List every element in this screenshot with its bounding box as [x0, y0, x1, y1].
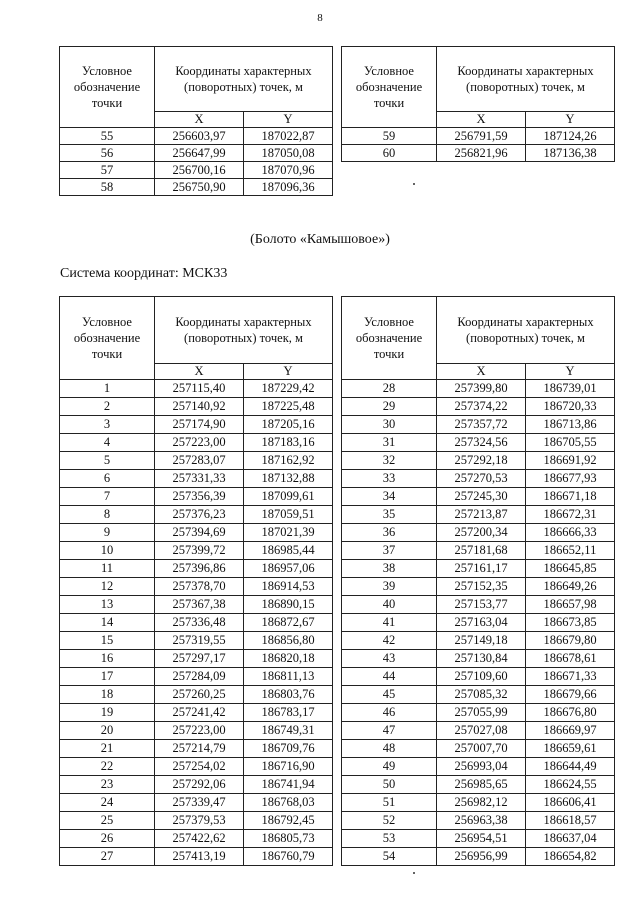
- x-coordinate-cell: 256647,99: [155, 145, 244, 162]
- point-number-cell: 17: [60, 668, 155, 686]
- y-coordinate-cell: 186805,73: [244, 830, 333, 848]
- x-coordinate-cell: 256954,51: [437, 830, 526, 848]
- point-number-cell: 12: [60, 578, 155, 596]
- x-coordinate-cell: 256603,97: [155, 128, 244, 145]
- x-coordinate-cell: 257163,04: [437, 614, 526, 632]
- header-point: Условное обозначение точки: [60, 47, 155, 128]
- table-row: [342, 686, 615, 704]
- y-coordinate-cell: 186914,53: [244, 578, 333, 596]
- coordinates-table-top-right: [341, 46, 615, 162]
- y-coordinate-cell: 187136,38: [526, 145, 615, 162]
- x-coordinate-cell: 257181,68: [437, 542, 526, 560]
- point-number-cell: 35: [342, 506, 437, 524]
- y-coordinate-cell: 186652,11: [526, 542, 615, 560]
- point-number-cell: 26: [60, 830, 155, 848]
- x-coordinate-cell: 257422,62: [155, 830, 244, 848]
- table-row: [342, 776, 615, 794]
- table-row: [342, 506, 615, 524]
- y-coordinate-cell: 186679,66: [526, 686, 615, 704]
- y-coordinate-cell: 186649,26: [526, 578, 615, 596]
- point-number-cell: 41: [342, 614, 437, 632]
- y-coordinate-cell: 187021,39: [244, 524, 333, 542]
- scan-speck: [413, 872, 415, 874]
- y-coordinate-cell: 186783,17: [244, 704, 333, 722]
- table-row: [342, 128, 615, 145]
- y-coordinate-cell: 186709,76: [244, 740, 333, 758]
- x-coordinate-cell: 257399,80: [437, 380, 526, 398]
- table-row: [60, 632, 333, 650]
- x-coordinate-cell: 257297,17: [155, 650, 244, 668]
- table-row: [342, 578, 615, 596]
- x-coordinate-cell: 257140,92: [155, 398, 244, 416]
- point-number-cell: 56: [60, 145, 155, 162]
- x-coordinate-cell: 257254,02: [155, 758, 244, 776]
- y-coordinate-cell: 187183,16: [244, 434, 333, 452]
- x-coordinate-cell: 257396,86: [155, 560, 244, 578]
- y-coordinate-cell: 187132,88: [244, 470, 333, 488]
- point-number-cell: 43: [342, 650, 437, 668]
- table-row: [342, 145, 615, 162]
- point-number-cell: 60: [342, 145, 437, 162]
- x-coordinate-cell: 257284,09: [155, 668, 244, 686]
- x-coordinate-cell: 256963,38: [437, 812, 526, 830]
- table-row: [60, 380, 333, 398]
- table-row: [342, 722, 615, 740]
- x-coordinate-cell: 257214,79: [155, 740, 244, 758]
- y-coordinate-cell: 186957,06: [244, 560, 333, 578]
- point-number-cell: 50: [342, 776, 437, 794]
- point-number-cell: 55: [60, 128, 155, 145]
- point-number-cell: 54: [342, 848, 437, 866]
- point-number-cell: 25: [60, 812, 155, 830]
- point-number-cell: 16: [60, 650, 155, 668]
- table-row: [60, 179, 333, 196]
- y-coordinate-cell: 186678,61: [526, 650, 615, 668]
- section-title: (Болото «Камышовое»): [250, 232, 390, 247]
- x-coordinate-cell: 257283,07: [155, 452, 244, 470]
- table-row: [60, 704, 333, 722]
- table-row: [342, 794, 615, 812]
- point-number-cell: 57: [60, 162, 155, 179]
- header-coords: Координаты характерных (поворотных) точек, м: [155, 47, 333, 112]
- header-coords: Координаты характерных (поворотных) точек, м: [437, 297, 615, 364]
- y-coordinate-cell: 186624,55: [526, 776, 615, 794]
- x-coordinate-cell: 256993,04: [437, 758, 526, 776]
- y-coordinate-cell: 186811,13: [244, 668, 333, 686]
- table-row: [60, 128, 333, 145]
- y-coordinate-cell: 186671,33: [526, 668, 615, 686]
- coordinates-table-top-left: [59, 46, 333, 196]
- x-coordinate-cell: 257376,23: [155, 506, 244, 524]
- header-y: Y: [244, 112, 333, 128]
- point-number-cell: 18: [60, 686, 155, 704]
- table-row: [342, 542, 615, 560]
- table-row: [342, 380, 615, 398]
- table-row: [342, 434, 615, 452]
- coordinates-table-bottom-right: [341, 296, 615, 866]
- x-coordinate-cell: 257270,53: [437, 470, 526, 488]
- point-number-cell: 5: [60, 452, 155, 470]
- y-coordinate-cell: 186691,92: [526, 452, 615, 470]
- table-row: [342, 614, 615, 632]
- y-coordinate-cell: 187229,42: [244, 380, 333, 398]
- x-coordinate-cell: 257085,32: [437, 686, 526, 704]
- y-coordinate-cell: 186659,61: [526, 740, 615, 758]
- y-coordinate-cell: 186890,15: [244, 596, 333, 614]
- table-row: [60, 452, 333, 470]
- y-coordinate-cell: 186768,03: [244, 794, 333, 812]
- y-coordinate-cell: 186720,33: [526, 398, 615, 416]
- y-coordinate-cell: 187124,26: [526, 128, 615, 145]
- table-row: [342, 830, 615, 848]
- x-coordinate-cell: 257399,72: [155, 542, 244, 560]
- point-number-cell: 4: [60, 434, 155, 452]
- y-coordinate-cell: 187022,87: [244, 128, 333, 145]
- x-coordinate-cell: 256982,12: [437, 794, 526, 812]
- table-row: [60, 488, 333, 506]
- y-coordinate-cell: 186705,55: [526, 434, 615, 452]
- table-row: [60, 506, 333, 524]
- x-coordinate-cell: 257324,56: [437, 434, 526, 452]
- point-number-cell: 32: [342, 452, 437, 470]
- y-coordinate-cell: 187205,16: [244, 416, 333, 434]
- table-row: [60, 614, 333, 632]
- table-row: [60, 686, 333, 704]
- x-coordinate-cell: 257149,18: [437, 632, 526, 650]
- x-coordinate-cell: 257260,25: [155, 686, 244, 704]
- point-number-cell: 21: [60, 740, 155, 758]
- point-number-cell: 28: [342, 380, 437, 398]
- x-coordinate-cell: 257356,39: [155, 488, 244, 506]
- page-number: 8: [317, 12, 323, 24]
- x-coordinate-cell: 257336,48: [155, 614, 244, 632]
- table-row: [342, 524, 615, 542]
- x-coordinate-cell: 257292,06: [155, 776, 244, 794]
- y-coordinate-cell: 186803,76: [244, 686, 333, 704]
- x-coordinate-cell: 257174,90: [155, 416, 244, 434]
- y-coordinate-cell: 186606,41: [526, 794, 615, 812]
- x-coordinate-cell: 257152,35: [437, 578, 526, 596]
- x-coordinate-cell: 256956,99: [437, 848, 526, 866]
- x-coordinate-cell: 257223,00: [155, 434, 244, 452]
- header-point: Условное обозначение точки: [342, 297, 437, 380]
- point-number-cell: 27: [60, 848, 155, 866]
- y-coordinate-cell: 186713,86: [526, 416, 615, 434]
- table-row: [342, 848, 615, 866]
- point-number-cell: 6: [60, 470, 155, 488]
- point-number-cell: 11: [60, 560, 155, 578]
- x-coordinate-cell: 257241,42: [155, 704, 244, 722]
- table-row: [60, 794, 333, 812]
- point-number-cell: 2: [60, 398, 155, 416]
- x-coordinate-cell: 257213,87: [437, 506, 526, 524]
- header-x: X: [155, 364, 244, 380]
- point-number-cell: 49: [342, 758, 437, 776]
- table-row: [60, 740, 333, 758]
- y-coordinate-cell: 186716,90: [244, 758, 333, 776]
- table-row: [342, 560, 615, 578]
- y-coordinate-cell: 186792,45: [244, 812, 333, 830]
- y-coordinate-cell: 186749,31: [244, 722, 333, 740]
- y-coordinate-cell: 186618,57: [526, 812, 615, 830]
- table-row: [342, 398, 615, 416]
- point-number-cell: 29: [342, 398, 437, 416]
- point-number-cell: 46: [342, 704, 437, 722]
- header-y: Y: [526, 112, 615, 128]
- table-row: [342, 488, 615, 506]
- x-coordinate-cell: 257319,55: [155, 632, 244, 650]
- point-number-cell: 22: [60, 758, 155, 776]
- y-coordinate-cell: 186679,80: [526, 632, 615, 650]
- table-row: [60, 830, 333, 848]
- header-coords: Координаты характерных (поворотных) точек, м: [155, 297, 333, 364]
- header-y: Y: [526, 364, 615, 380]
- header-y: Y: [244, 364, 333, 380]
- point-number-cell: 37: [342, 542, 437, 560]
- point-number-cell: 39: [342, 578, 437, 596]
- y-coordinate-cell: 187096,36: [244, 179, 333, 196]
- table-row: [60, 434, 333, 452]
- y-coordinate-cell: 186677,93: [526, 470, 615, 488]
- y-coordinate-cell: 186673,85: [526, 614, 615, 632]
- table-row: [342, 740, 615, 758]
- x-coordinate-cell: 257394,69: [155, 524, 244, 542]
- header-point: Условное обозначение точки: [342, 47, 437, 128]
- point-number-cell: 40: [342, 596, 437, 614]
- table-row: [60, 776, 333, 794]
- table-row: [342, 470, 615, 488]
- table-row: [60, 650, 333, 668]
- x-coordinate-cell: 257153,77: [437, 596, 526, 614]
- x-coordinate-cell: 257357,72: [437, 416, 526, 434]
- y-coordinate-cell: 186820,18: [244, 650, 333, 668]
- table-row: [342, 452, 615, 470]
- y-coordinate-cell: 186666,33: [526, 524, 615, 542]
- x-coordinate-cell: 257413,19: [155, 848, 244, 866]
- table-row: [342, 758, 615, 776]
- table-row: [342, 704, 615, 722]
- y-coordinate-cell: 186760,79: [244, 848, 333, 866]
- table-row: [60, 162, 333, 179]
- table-row: [342, 596, 615, 614]
- table-row: [342, 416, 615, 434]
- x-coordinate-cell: 257161,17: [437, 560, 526, 578]
- table-row: [60, 398, 333, 416]
- point-number-cell: 15: [60, 632, 155, 650]
- x-coordinate-cell: 256985,65: [437, 776, 526, 794]
- x-coordinate-cell: 257331,33: [155, 470, 244, 488]
- point-number-cell: 23: [60, 776, 155, 794]
- x-coordinate-cell: 256791,59: [437, 128, 526, 145]
- table-row: [60, 145, 333, 162]
- x-coordinate-cell: 257378,70: [155, 578, 244, 596]
- y-coordinate-cell: 186637,04: [526, 830, 615, 848]
- y-coordinate-cell: 187162,92: [244, 452, 333, 470]
- y-coordinate-cell: 186654,82: [526, 848, 615, 866]
- point-number-cell: 42: [342, 632, 437, 650]
- table-row: [60, 560, 333, 578]
- point-number-cell: 13: [60, 596, 155, 614]
- header-coords: Координаты характерных (поворотных) точек, м: [437, 47, 615, 112]
- point-number-cell: 9: [60, 524, 155, 542]
- y-coordinate-cell: 187050,08: [244, 145, 333, 162]
- point-number-cell: 53: [342, 830, 437, 848]
- table-row: [60, 524, 333, 542]
- point-number-cell: 36: [342, 524, 437, 542]
- point-number-cell: 33: [342, 470, 437, 488]
- point-number-cell: 51: [342, 794, 437, 812]
- x-coordinate-cell: 257200,34: [437, 524, 526, 542]
- y-coordinate-cell: 186671,18: [526, 488, 615, 506]
- table-row: [342, 668, 615, 686]
- table-row: [60, 470, 333, 488]
- table-row: [60, 722, 333, 740]
- y-coordinate-cell: 187225,48: [244, 398, 333, 416]
- y-coordinate-cell: 186741,94: [244, 776, 333, 794]
- point-number-cell: 31: [342, 434, 437, 452]
- point-number-cell: 47: [342, 722, 437, 740]
- table-row: [60, 668, 333, 686]
- x-coordinate-cell: 257339,47: [155, 794, 244, 812]
- point-number-cell: 10: [60, 542, 155, 560]
- point-number-cell: 1: [60, 380, 155, 398]
- x-coordinate-cell: 257292,18: [437, 452, 526, 470]
- x-coordinate-cell: 257007,70: [437, 740, 526, 758]
- table-row: [60, 596, 333, 614]
- point-number-cell: 34: [342, 488, 437, 506]
- point-number-cell: 14: [60, 614, 155, 632]
- point-number-cell: 45: [342, 686, 437, 704]
- point-number-cell: 20: [60, 722, 155, 740]
- coordinate-system-label: Система координат: МСК33: [60, 266, 228, 281]
- point-number-cell: 7: [60, 488, 155, 506]
- y-coordinate-cell: 186657,98: [526, 596, 615, 614]
- x-coordinate-cell: 257130,84: [437, 650, 526, 668]
- table-row: [342, 632, 615, 650]
- header-x: X: [155, 112, 244, 128]
- x-coordinate-cell: 257223,00: [155, 722, 244, 740]
- table-row: [342, 812, 615, 830]
- x-coordinate-cell: 256821,96: [437, 145, 526, 162]
- x-coordinate-cell: 257367,38: [155, 596, 244, 614]
- x-coordinate-cell: 257379,53: [155, 812, 244, 830]
- header-x: X: [437, 364, 526, 380]
- y-coordinate-cell: 186676,80: [526, 704, 615, 722]
- x-coordinate-cell: 257109,60: [437, 668, 526, 686]
- point-number-cell: 52: [342, 812, 437, 830]
- y-coordinate-cell: 186669,97: [526, 722, 615, 740]
- point-number-cell: 38: [342, 560, 437, 578]
- point-number-cell: 59: [342, 128, 437, 145]
- y-coordinate-cell: 186856,80: [244, 632, 333, 650]
- table-row: [60, 848, 333, 866]
- x-coordinate-cell: 257055,99: [437, 704, 526, 722]
- y-coordinate-cell: 186985,44: [244, 542, 333, 560]
- point-number-cell: 3: [60, 416, 155, 434]
- header-point: Условное обозначение точки: [60, 297, 155, 380]
- point-number-cell: 48: [342, 740, 437, 758]
- point-number-cell: 8: [60, 506, 155, 524]
- point-number-cell: 58: [60, 179, 155, 196]
- coordinates-table-bottom-left: [59, 296, 333, 866]
- table-row: [342, 650, 615, 668]
- y-coordinate-cell: 187059,51: [244, 506, 333, 524]
- table-row: [60, 542, 333, 560]
- x-coordinate-cell: 257374,22: [437, 398, 526, 416]
- x-coordinate-cell: 256750,90: [155, 179, 244, 196]
- x-coordinate-cell: 257245,30: [437, 488, 526, 506]
- table-row: [60, 416, 333, 434]
- y-coordinate-cell: 186645,85: [526, 560, 615, 578]
- point-number-cell: 44: [342, 668, 437, 686]
- scan-speck: [413, 183, 415, 185]
- x-coordinate-cell: 257115,40: [155, 380, 244, 398]
- table-row: [60, 578, 333, 596]
- x-coordinate-cell: 257027,08: [437, 722, 526, 740]
- point-number-cell: 19: [60, 704, 155, 722]
- table-row: [60, 812, 333, 830]
- point-number-cell: 30: [342, 416, 437, 434]
- y-coordinate-cell: 187070,96: [244, 162, 333, 179]
- y-coordinate-cell: 186739,01: [526, 380, 615, 398]
- y-coordinate-cell: 186872,67: [244, 614, 333, 632]
- x-coordinate-cell: 256700,16: [155, 162, 244, 179]
- header-x: X: [437, 112, 526, 128]
- y-coordinate-cell: 186672,31: [526, 506, 615, 524]
- y-coordinate-cell: 186644,49: [526, 758, 615, 776]
- point-number-cell: 24: [60, 794, 155, 812]
- table-row: [60, 758, 333, 776]
- y-coordinate-cell: 187099,61: [244, 488, 333, 506]
